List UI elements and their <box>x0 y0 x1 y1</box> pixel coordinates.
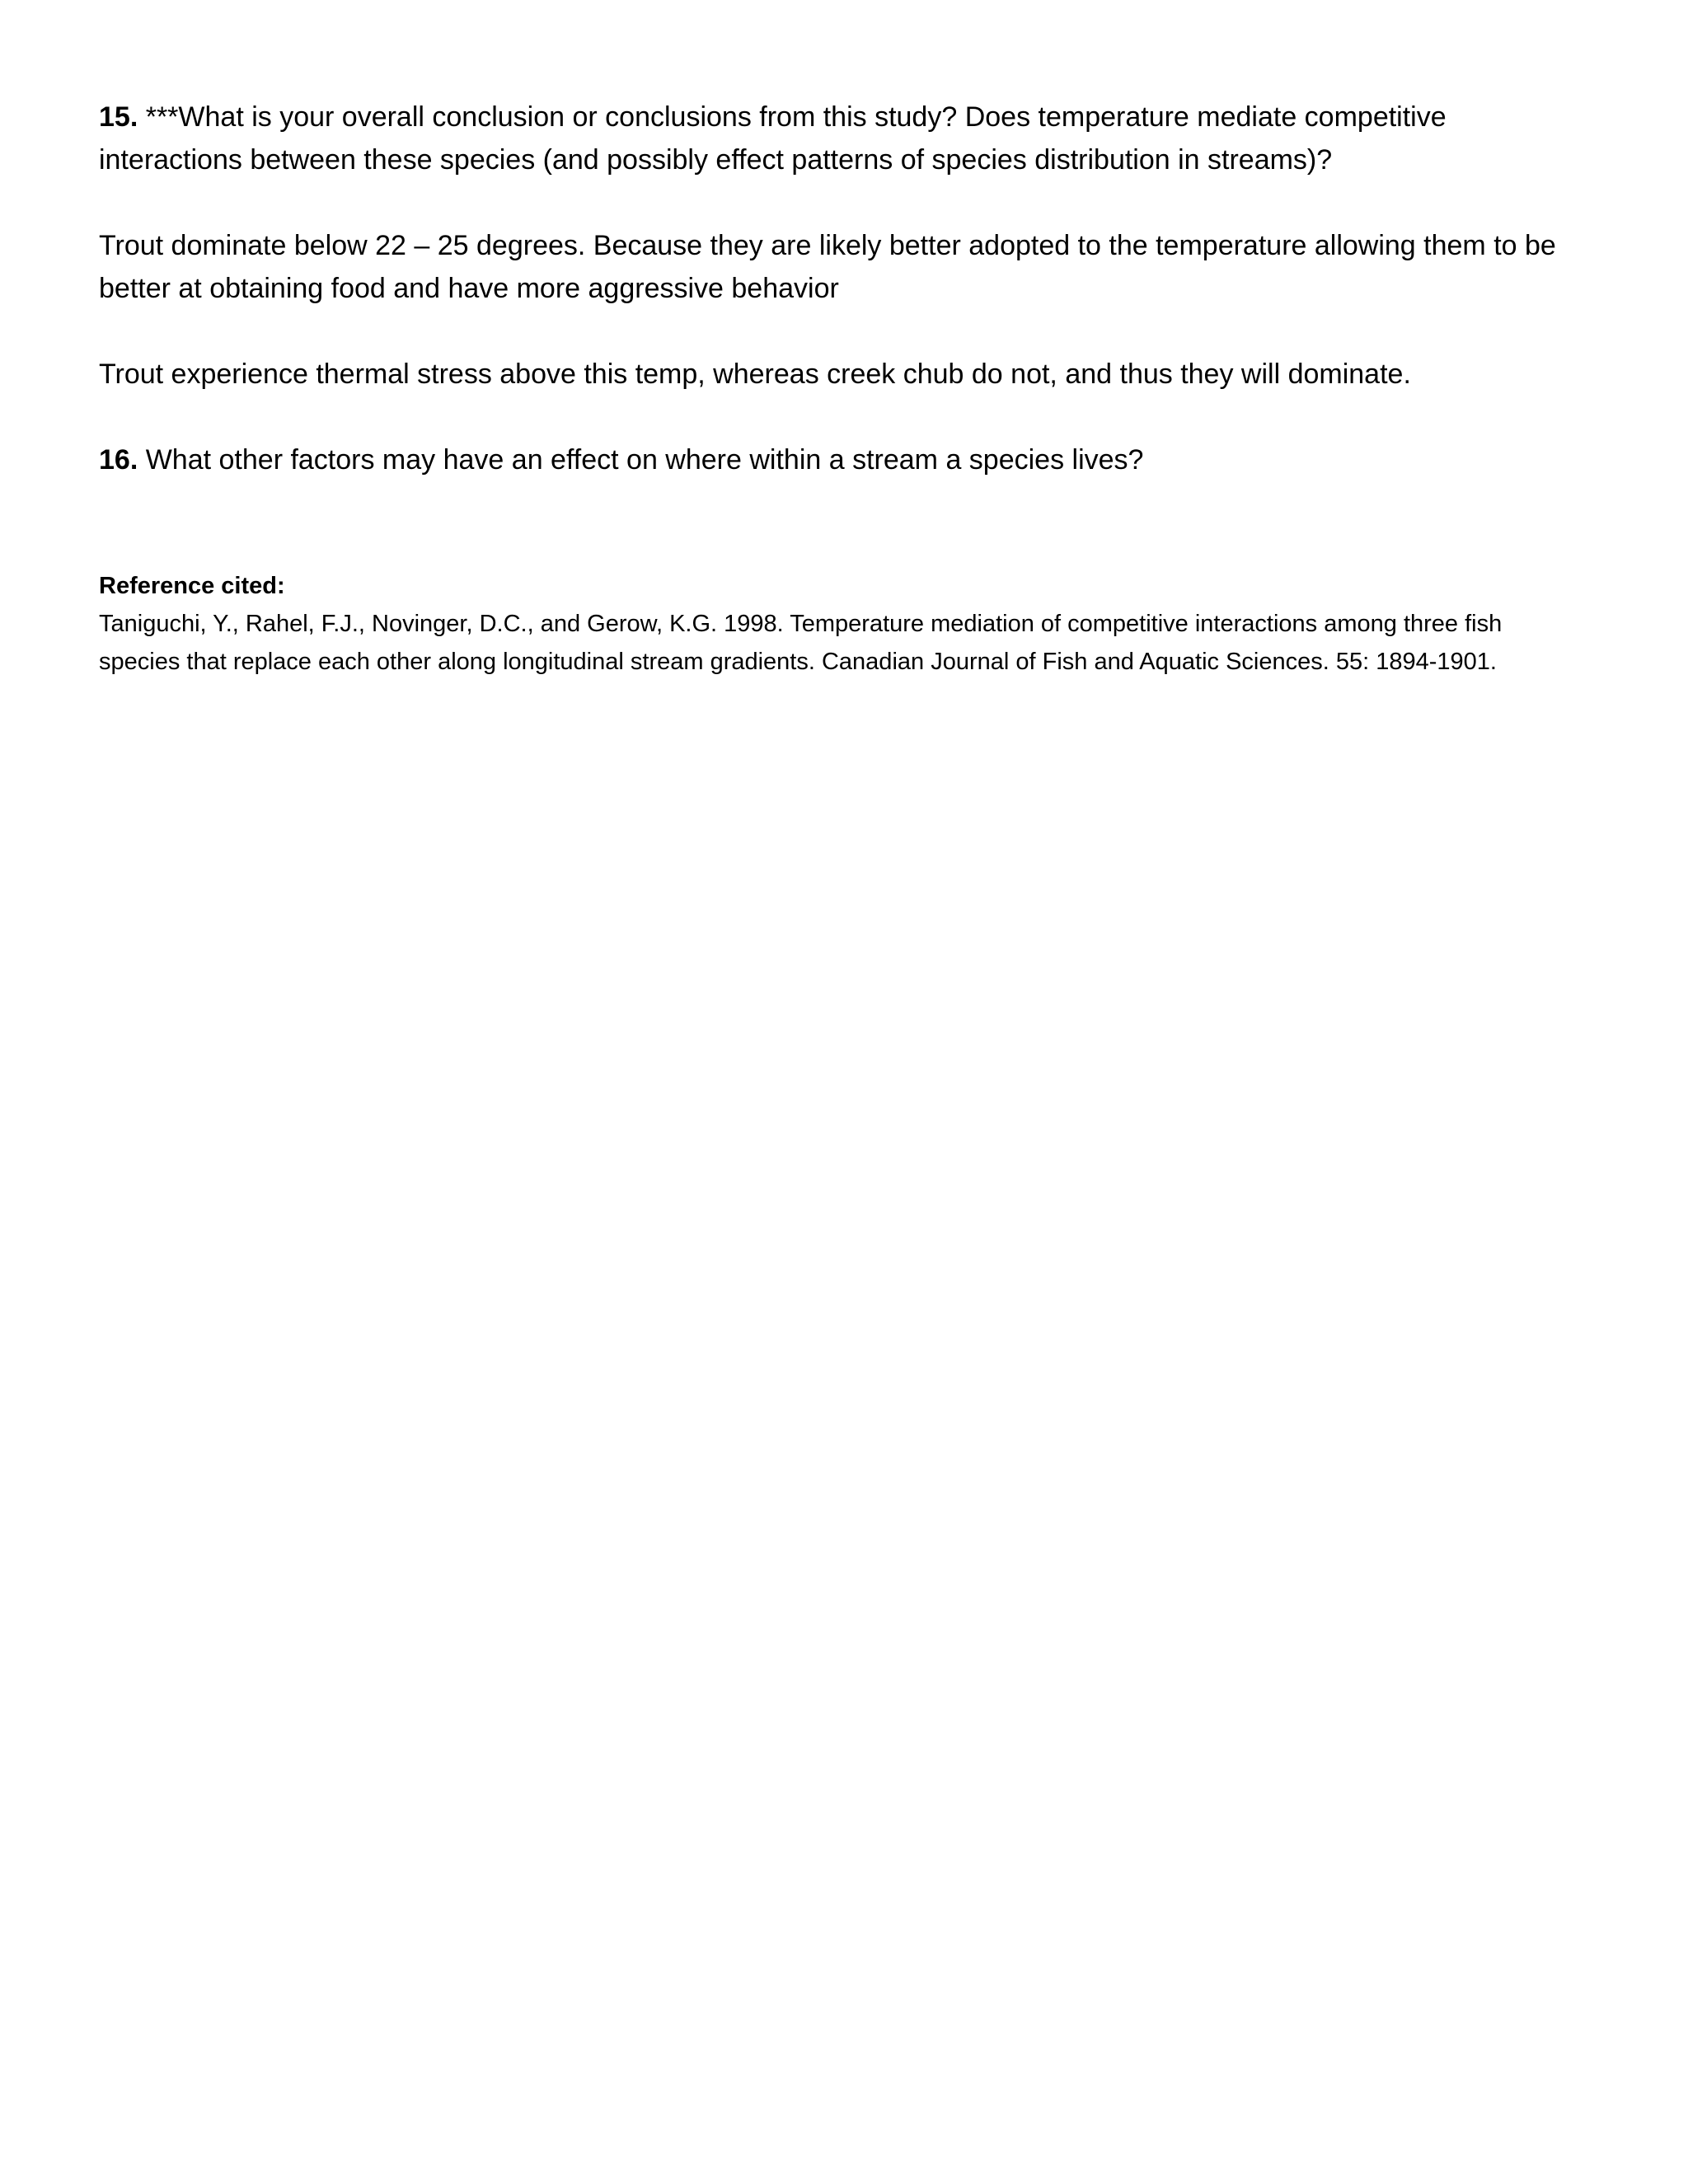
answer-paragraph-2: Trout experience thermal stress above this temp, whereas creek chub do not, and thus they will dominate. <box>99 359 1411 390</box>
answer-paragraph-1: Trout dominate below 22 – 25 degrees. Because they are likely better adopted to the temperature allowing them to be better at obtaining food and have more aggressive behavior <box>99 230 1556 304</box>
document-body <box>99 96 1582 681</box>
question-16 <box>99 438 1582 481</box>
references-section <box>99 567 1582 681</box>
question-15-text: ***What is your overall conclusion or conclusions from this study? Does temperature mediate competitive interactions between these species (and possibly effect patterns of species distribution in streams)? <box>99 101 1447 176</box>
references-heading: Reference cited: <box>99 573 285 599</box>
question-16-number: 16. <box>99 444 138 476</box>
question-16-text: What other factors may have an effect on where within a stream a species lives? <box>138 444 1144 476</box>
question-15 <box>99 96 1582 181</box>
question-15-number: 15. <box>99 101 138 133</box>
reference-citation: Taniguchi, Y., Rahel, F.J., Novinger, D.C., and Gerow, K.G. 1998. Temperature mediation of competitive interactions among three fish species that replace each other along longitudinal stream gradients. Canadian Journal of Fish and Aquatic Sciences. 55: 1894-1901. <box>99 611 1503 675</box>
